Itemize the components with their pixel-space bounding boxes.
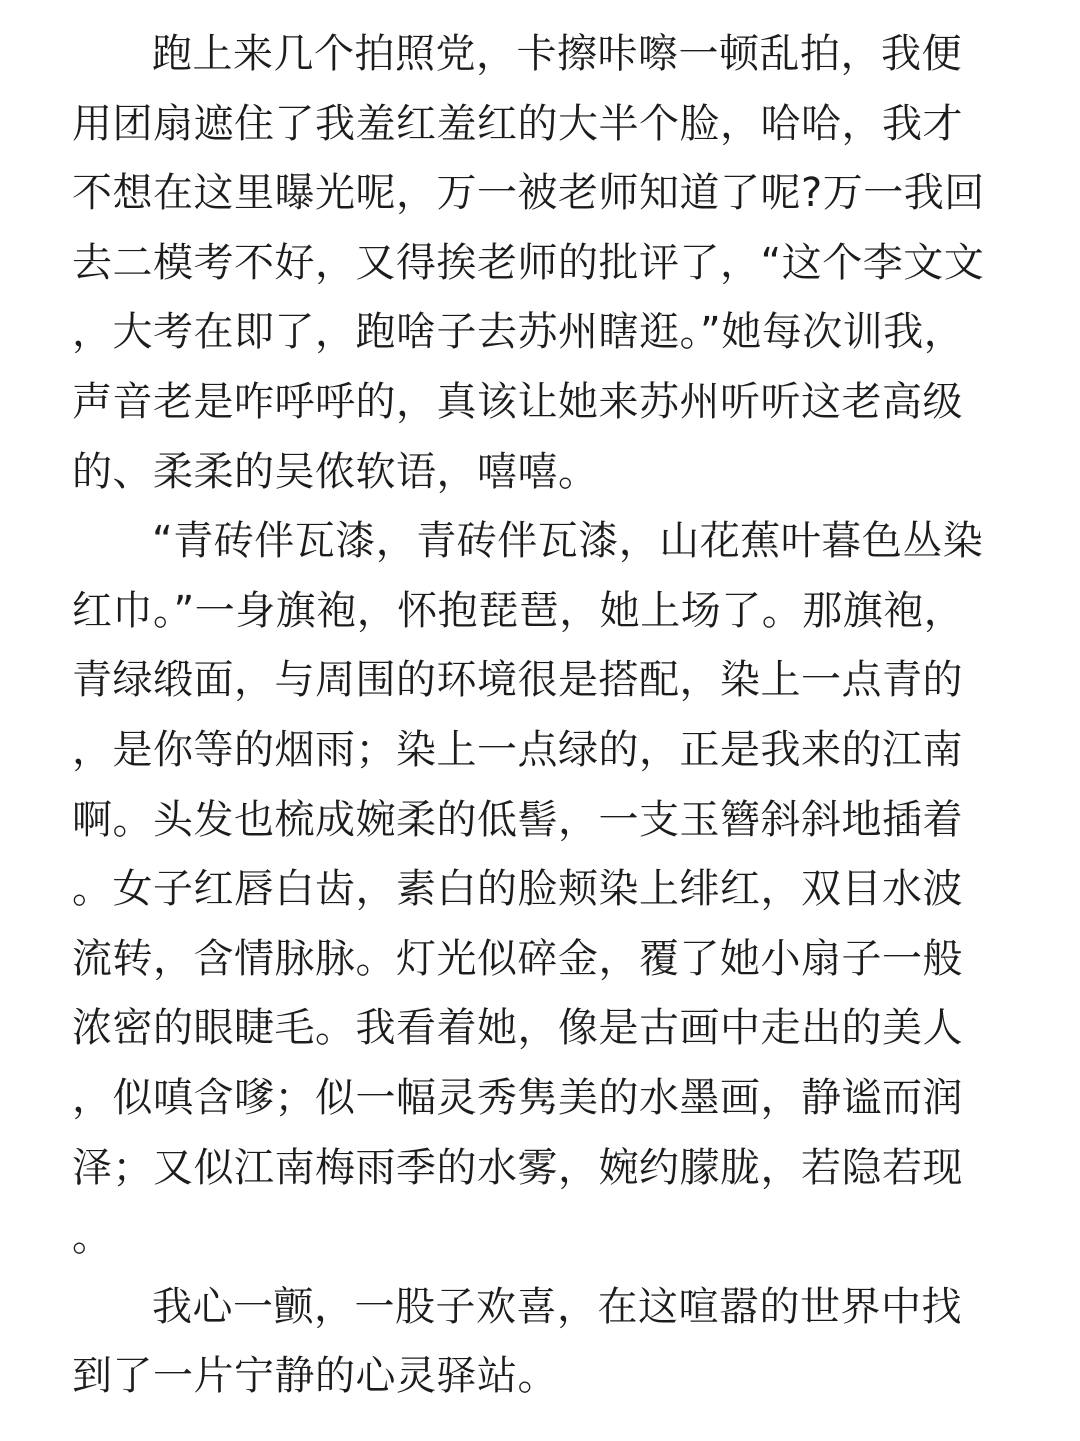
- text-line: 去二模考不好，又得挨老师的批评了，“这个李文文: [72, 239, 985, 286]
- text-line: 跑上来几个拍照党，卡擦咔嚓一顿乱拍，我便: [152, 31, 962, 77]
- text-line: 用团扇遮住了我羞红羞红的大半个脸，哈哈，我才: [72, 100, 963, 147]
- text-line: ，大考在即了，跑啥子去苏州瞎逛。”她每次训我，: [72, 309, 965, 356]
- text-line: 流转，含情脉脉。灯光似碎金，覆了她小扇子一般: [72, 935, 963, 982]
- text-line: 。: [72, 1214, 113, 1261]
- text-line: ，似嗔含嗲；似一幅灵秀隽美的水墨画，静谧而润: [72, 1074, 963, 1121]
- text-line: 声音老是咋呼呼的，真该让她来苏州听听这老高级: [72, 378, 963, 425]
- text-line: 的、柔柔的吴侬软语，嘻嘻。: [72, 448, 599, 495]
- text-line: 啊。头发也梳成婉柔的低髻，一支玉簪斜斜地插着: [72, 796, 963, 843]
- text-line: “青砖伴瓦漆，青砖伴瓦漆，山花蕉叶暮色丛染: [152, 518, 984, 565]
- text-line: ，是你等的烟雨；染上一点绿的，正是我来的江南: [72, 726, 963, 773]
- text-line: 青绿缎面，与周围的环境很是搭配，染上一点青的: [72, 657, 963, 704]
- text-line: 不想在这里曝光呢，万一被老师知道了呢?万一我回: [72, 170, 985, 217]
- text-line: 浓密的眼睫毛。我看着她，像是古画中走出的美人: [72, 1005, 963, 1052]
- text-line: 到了一片宁静的心灵驿站。: [72, 1353, 558, 1400]
- text-line: 。女子红唇白齿，素白的脸颊染上绯红，双目水波: [72, 866, 963, 913]
- text-line: 我心一颤，一股子欢喜，在这喧嚣的世界中找: [152, 1283, 962, 1330]
- article-body: [72, 20, 1012, 1412]
- text-line: 泽；又似江南梅雨季的水雾，婉约朦胧，若隐若现: [72, 1144, 963, 1191]
- text-line: 红巾。”一身旗袍，怀抱琵琶，她上场了。那旗袍，: [72, 587, 965, 634]
